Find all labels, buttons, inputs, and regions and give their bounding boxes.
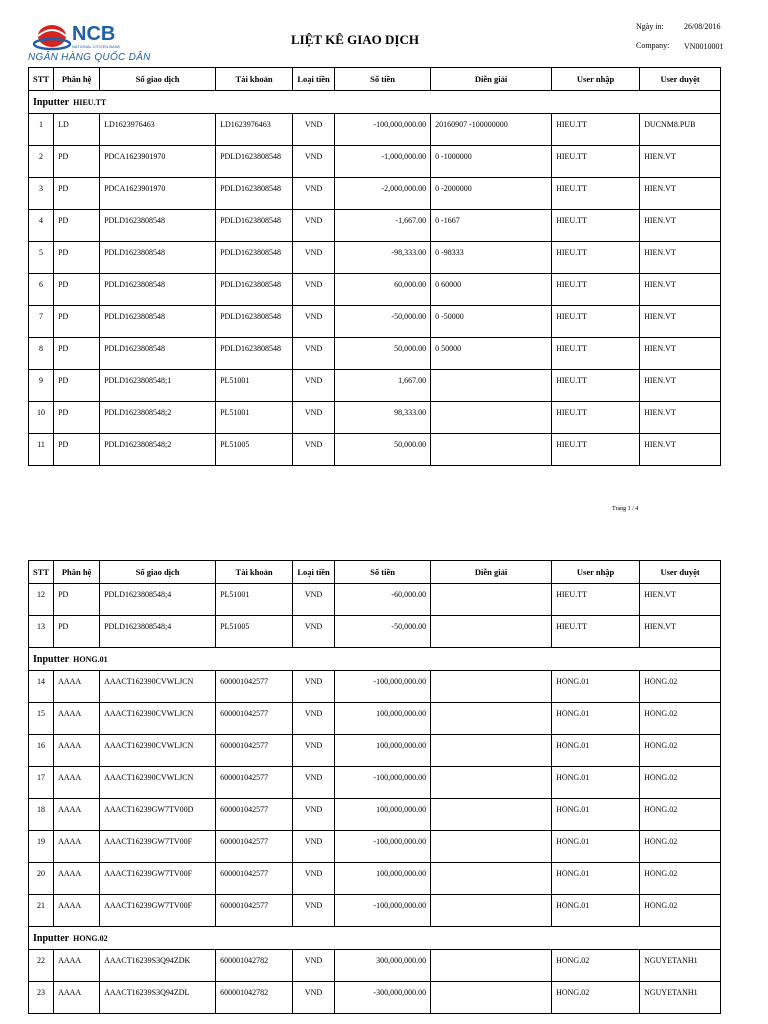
currency-cell: VND	[293, 616, 335, 648]
amount-cell: -100,000,000.00	[335, 895, 431, 927]
approver-cell: HONG.02	[640, 799, 721, 831]
svg-text:NATIONAL CITIZEN BANK: NATIONAL CITIZEN BANK	[72, 44, 121, 49]
print-date-label: Ngày in:	[636, 22, 664, 31]
input-user-cell: HIEU.TT	[552, 242, 640, 274]
column-header: User duyệt	[640, 561, 721, 584]
input-user-cell: HIEU.TT	[552, 402, 640, 434]
account-cell: PDLD1623808548	[216, 210, 293, 242]
company-code: VN0010001	[684, 42, 724, 51]
description-cell: 0 -2000000	[431, 178, 552, 210]
currency-cell: VND	[293, 863, 335, 895]
stt-cell: 16	[29, 735, 54, 767]
amount-cell: 50,000.00	[335, 434, 431, 466]
amount-cell: -2,000,000.00	[335, 178, 431, 210]
table-row	[29, 703, 721, 735]
account-cell: PDLD1623808548	[216, 178, 293, 210]
account-cell: 600001042577	[216, 735, 293, 767]
module-cell: PD	[54, 146, 100, 178]
amount-cell: -1,000,000.00	[335, 146, 431, 178]
table-row	[29, 799, 721, 831]
stt-cell: 7	[29, 306, 54, 338]
stt-cell: 23	[29, 982, 54, 1014]
table-row	[29, 616, 721, 648]
amount-cell: -100,000,000.00	[335, 671, 431, 703]
transaction-number-cell: PDCA1623901970	[100, 146, 216, 178]
transaction-number-cell: AAACT162390CVWLJCN	[100, 671, 216, 703]
transaction-number-cell: AAACT16239GW7TV00F	[100, 863, 216, 895]
description-cell	[431, 895, 552, 927]
account-cell: 600001042577	[216, 831, 293, 863]
stt-cell: 21	[29, 895, 54, 927]
stt-cell: 5	[29, 242, 54, 274]
account-cell: 600001042577	[216, 703, 293, 735]
stt-cell: 12	[29, 584, 54, 616]
inputter-label: Inputter	[33, 653, 70, 665]
module-cell: PD	[54, 434, 100, 466]
description-cell: 0 60000	[431, 274, 552, 306]
transaction-number-cell: PDLD1623808548	[100, 210, 216, 242]
approver-cell: HIEN.VT	[640, 242, 721, 274]
transaction-number-cell: LD1623976463	[100, 114, 216, 146]
module-cell: AAAA	[54, 982, 100, 1014]
table-row	[29, 114, 721, 146]
account-cell: PL51001	[216, 402, 293, 434]
transaction-number-cell: AAACT162390CVWLJCN	[100, 767, 216, 799]
stt-cell: 1	[29, 114, 54, 146]
currency-cell: VND	[293, 210, 335, 242]
stt-cell: 18	[29, 799, 54, 831]
module-cell: AAAA	[54, 895, 100, 927]
amount-cell: 60,000.00	[335, 274, 431, 306]
transaction-number-cell: PDLD1623808548;4	[100, 584, 216, 616]
stt-cell: 4	[29, 210, 54, 242]
transaction-number-cell: AAACT16239S3Q94ZDL	[100, 982, 216, 1014]
currency-cell: VND	[293, 982, 335, 1014]
description-cell	[431, 863, 552, 895]
column-header: STT	[29, 561, 54, 584]
module-cell: PD	[54, 402, 100, 434]
stt-cell: 22	[29, 950, 54, 982]
module-cell: AAAA	[54, 767, 100, 799]
transaction-number-cell: AAACT16239S3Q94ZDK	[100, 950, 216, 982]
account-cell: 600001042577	[216, 671, 293, 703]
table-row	[29, 178, 721, 210]
approver-cell: HONG.02	[640, 831, 721, 863]
amount-cell: -98,333.00	[335, 242, 431, 274]
currency-cell: VND	[293, 114, 335, 146]
column-header: Tài khoản	[216, 561, 293, 584]
description-cell	[431, 982, 552, 1014]
approver-cell: NGUYETANH1	[640, 982, 721, 1014]
stt-cell: 15	[29, 703, 54, 735]
table-row	[29, 671, 721, 703]
transaction-number-cell: AAACT16239GW7TV00F	[100, 831, 216, 863]
stt-cell: 3	[29, 178, 54, 210]
module-cell: PD	[54, 242, 100, 274]
column-header: Số giao dịch	[100, 68, 216, 91]
table-row	[29, 982, 721, 1014]
column-header: Loại tiền	[293, 561, 335, 584]
amount-cell: -1,667.00	[335, 210, 431, 242]
transaction-number-cell: AAACT162390CVWLJCN	[100, 735, 216, 767]
currency-cell: VND	[293, 950, 335, 982]
transaction-number-cell: PDLD1623808548;1	[100, 370, 216, 402]
approver-cell: HIEN.VT	[640, 210, 721, 242]
stt-cell: 14	[29, 671, 54, 703]
transaction-number-cell: PDLD1623808548;2	[100, 434, 216, 466]
column-header: Phân hệ	[54, 561, 100, 584]
input-user-cell: HONG.01	[552, 863, 640, 895]
module-cell: PD	[54, 210, 100, 242]
approver-cell: HONG.02	[640, 863, 721, 895]
description-cell	[431, 767, 552, 799]
table-row	[29, 831, 721, 863]
approver-cell: HIEN.VT	[640, 178, 721, 210]
currency-cell: VND	[293, 178, 335, 210]
description-cell	[431, 671, 552, 703]
module-cell: PD	[54, 616, 100, 648]
account-cell: 600001042577	[216, 767, 293, 799]
account-cell: PDLD1623808548	[216, 146, 293, 178]
stt-cell: 8	[29, 338, 54, 370]
input-user-cell: HIEU.TT	[552, 370, 640, 402]
currency-cell: VND	[293, 338, 335, 370]
account-cell: PL51005	[216, 616, 293, 648]
stt-cell: 11	[29, 434, 54, 466]
amount-cell: 300,000,000.00	[335, 950, 431, 982]
transaction-number-cell: PDCA1623901970	[100, 178, 216, 210]
module-cell: LD	[54, 114, 100, 146]
input-user-cell: HONG.02	[552, 982, 640, 1014]
column-header: Số giao dịch	[100, 561, 216, 584]
stt-cell: 17	[29, 767, 54, 799]
amount-cell: -100,000,000.00	[335, 831, 431, 863]
module-cell: AAAA	[54, 703, 100, 735]
transaction-number-cell: PDLD1623808548	[100, 306, 216, 338]
currency-cell: VND	[293, 370, 335, 402]
module-cell: AAAA	[54, 671, 100, 703]
stt-cell: 6	[29, 274, 54, 306]
description-cell	[431, 616, 552, 648]
module-cell: PD	[54, 370, 100, 402]
approver-cell: HIEN.VT	[640, 584, 721, 616]
account-cell: PDLD1623808548	[216, 274, 293, 306]
input-user-cell: HIEU.TT	[552, 114, 640, 146]
inputter-name: HIEU.TT	[73, 97, 107, 107]
description-cell: 0 -1667	[431, 210, 552, 242]
description-cell: 0 -98333	[431, 242, 552, 274]
module-cell: AAAA	[54, 950, 100, 982]
input-user-cell: HONG.01	[552, 767, 640, 799]
amount-cell: -100,000,000.00	[335, 114, 431, 146]
amount-cell: 100,000,000.00	[335, 735, 431, 767]
approver-cell: HONG.02	[640, 767, 721, 799]
table-row	[29, 863, 721, 895]
input-user-cell: HONG.01	[552, 735, 640, 767]
amount-cell: 100,000,000.00	[335, 863, 431, 895]
module-cell: AAAA	[54, 831, 100, 863]
input-user-cell: HONG.01	[552, 703, 640, 735]
table-row	[29, 434, 721, 466]
inputter-group-row	[29, 927, 721, 950]
transaction-number-cell: PDLD1623808548	[100, 274, 216, 306]
approver-cell: NGUYETANH1	[640, 950, 721, 982]
account-cell: 600001042577	[216, 863, 293, 895]
account-cell: 600001042782	[216, 982, 293, 1014]
amount-cell: 98,333.00	[335, 402, 431, 434]
column-header: Tài khoản	[216, 68, 293, 91]
description-cell	[431, 434, 552, 466]
input-user-cell: HIEU.TT	[552, 434, 640, 466]
table-row	[29, 146, 721, 178]
column-header: STT	[29, 68, 54, 91]
table-row	[29, 767, 721, 799]
currency-cell: VND	[293, 584, 335, 616]
input-user-cell: HONG.02	[552, 950, 640, 982]
amount-cell: -100,000,000.00	[335, 767, 431, 799]
amount-cell: -50,000.00	[335, 616, 431, 648]
inputter-label: Inputter	[33, 96, 70, 108]
transaction-number-cell: PDLD1623808548;2	[100, 402, 216, 434]
table-row	[29, 402, 721, 434]
description-cell	[431, 831, 552, 863]
approver-cell: HIEN.VT	[640, 274, 721, 306]
table-row	[29, 338, 721, 370]
module-cell: PD	[54, 178, 100, 210]
approver-cell: HIEN.VT	[640, 616, 721, 648]
input-user-cell: HONG.01	[552, 671, 640, 703]
column-header: User duyệt	[640, 68, 721, 91]
currency-cell: VND	[293, 831, 335, 863]
description-cell	[431, 799, 552, 831]
amount-cell: 1,667.00	[335, 370, 431, 402]
inputter-label: Inputter	[33, 932, 70, 944]
input-user-cell: HIEU.TT	[552, 616, 640, 648]
account-cell: PL51001	[216, 370, 293, 402]
description-cell	[431, 735, 552, 767]
input-user-cell: HIEU.TT	[552, 584, 640, 616]
amount-cell: 50,000.00	[335, 338, 431, 370]
input-user-cell: HIEU.TT	[552, 210, 640, 242]
approver-cell: DUCNM8.PUB	[640, 114, 721, 146]
module-cell: PD	[54, 338, 100, 370]
table-header	[29, 68, 721, 91]
input-user-cell: HONG.01	[552, 831, 640, 863]
input-user-cell: HIEU.TT	[552, 338, 640, 370]
table-row	[29, 306, 721, 338]
description-cell	[431, 950, 552, 982]
column-header: User nhập	[552, 561, 640, 584]
description-cell	[431, 370, 552, 402]
inputter-group-row	[29, 648, 721, 671]
currency-cell: VND	[293, 703, 335, 735]
input-user-cell: HIEU.TT	[552, 146, 640, 178]
table-row	[29, 274, 721, 306]
report-title: LIỆT KÊ GIAO DỊCH	[291, 32, 419, 47]
approver-cell: HIEN.VT	[640, 370, 721, 402]
currency-cell: VND	[293, 799, 335, 831]
amount-cell: -60,000.00	[335, 584, 431, 616]
approver-cell: HIEN.VT	[640, 306, 721, 338]
currency-cell: VND	[293, 402, 335, 434]
approver-cell: HIEN.VT	[640, 402, 721, 434]
description-cell	[431, 703, 552, 735]
module-cell: AAAA	[54, 863, 100, 895]
module-cell: AAAA	[54, 799, 100, 831]
account-cell: PDLD1623808548	[216, 242, 293, 274]
print-date: 26/08/2016	[684, 22, 721, 31]
description-cell: 20160907 -100000000	[431, 114, 552, 146]
inputter-name: HONG.02	[73, 933, 108, 943]
description-cell	[431, 584, 552, 616]
input-user-cell: HIEU.TT	[552, 306, 640, 338]
stt-cell: 13	[29, 616, 54, 648]
table-row	[29, 950, 721, 982]
table-row	[29, 370, 721, 402]
amount-cell: -50,000.00	[335, 306, 431, 338]
svg-text:NCB: NCB	[72, 23, 116, 45]
module-cell: PD	[54, 584, 100, 616]
currency-cell: VND	[293, 274, 335, 306]
approver-cell: HONG.02	[640, 671, 721, 703]
currency-cell: VND	[293, 767, 335, 799]
table-row	[29, 210, 721, 242]
currency-cell: VND	[293, 434, 335, 466]
inputter-name: HONG.01	[73, 654, 108, 664]
account-cell: LD1623976463	[216, 114, 293, 146]
table-header	[29, 561, 721, 584]
transaction-number-cell: AAACT16239GW7TV00D	[100, 799, 216, 831]
amount-cell: 100,000,000.00	[335, 799, 431, 831]
column-header: Số tiền	[335, 561, 431, 584]
approver-cell: HIEN.VT	[640, 338, 721, 370]
column-header: Phân hệ	[54, 68, 100, 91]
column-header: Loại tiền	[293, 68, 335, 91]
table-row	[29, 735, 721, 767]
module-cell: PD	[54, 306, 100, 338]
approver-cell: HONG.02	[640, 703, 721, 735]
company-label: Company:	[636, 41, 670, 50]
column-header: Diễn giải	[431, 561, 552, 584]
account-cell: PDLD1623808548	[216, 306, 293, 338]
amount-cell: 100,000,000.00	[335, 703, 431, 735]
description-cell: 0 -50000	[431, 306, 552, 338]
currency-cell: VND	[293, 671, 335, 703]
currency-cell: VND	[293, 242, 335, 274]
column-header: Diễn giải	[431, 68, 552, 91]
currency-cell: VND	[293, 735, 335, 767]
transaction-number-cell: AAACT16239GW7TV00F	[100, 895, 216, 927]
inputter-group-row	[29, 91, 721, 114]
description-cell	[431, 402, 552, 434]
table-row	[29, 584, 721, 616]
transaction-number-cell: PDLD1623808548	[100, 338, 216, 370]
currency-cell: VND	[293, 895, 335, 927]
approver-cell: HONG.02	[640, 735, 721, 767]
currency-cell: VND	[293, 306, 335, 338]
transaction-number-cell: AAACT162390CVWLJCN	[100, 703, 216, 735]
stt-cell: 19	[29, 831, 54, 863]
account-cell: 600001042577	[216, 799, 293, 831]
approver-cell: HIEN.VT	[640, 434, 721, 466]
table-row	[29, 242, 721, 274]
input-user-cell: HONG.01	[552, 799, 640, 831]
input-user-cell: HIEU.TT	[552, 178, 640, 210]
stt-cell: 2	[29, 146, 54, 178]
table-row	[29, 895, 721, 927]
account-cell: PDLD1623808548	[216, 338, 293, 370]
transaction-number-cell: PDLD1623808548	[100, 242, 216, 274]
transaction-number-cell: PDLD1623808548;4	[100, 616, 216, 648]
module-cell: AAAA	[54, 735, 100, 767]
account-cell: 600001042782	[216, 950, 293, 982]
input-user-cell: HONG.01	[552, 895, 640, 927]
amount-cell: -300,000,000.00	[335, 982, 431, 1014]
description-cell: 0 -1000000	[431, 146, 552, 178]
column-header: User nhập	[552, 68, 640, 91]
transactions-table-page-2	[28, 560, 721, 1014]
transactions-table-page-1	[28, 67, 721, 466]
description-cell: 0 50000	[431, 338, 552, 370]
bank-name: NGÂN HÀNG QUỐC DÂN	[28, 52, 151, 63]
stt-cell: 10	[29, 402, 54, 434]
account-cell: PL51005	[216, 434, 293, 466]
approver-cell: HONG.02	[640, 895, 721, 927]
module-cell: PD	[54, 274, 100, 306]
account-cell: 600001042577	[216, 895, 293, 927]
approver-cell: HIEN.VT	[640, 146, 721, 178]
column-header: Số tiền	[335, 68, 431, 91]
page-number: Trang 1 / 4	[612, 506, 639, 512]
account-cell: PL51001	[216, 584, 293, 616]
currency-cell: VND	[293, 146, 335, 178]
input-user-cell: HIEU.TT	[552, 274, 640, 306]
stt-cell: 9	[29, 370, 54, 402]
stt-cell: 20	[29, 863, 54, 895]
